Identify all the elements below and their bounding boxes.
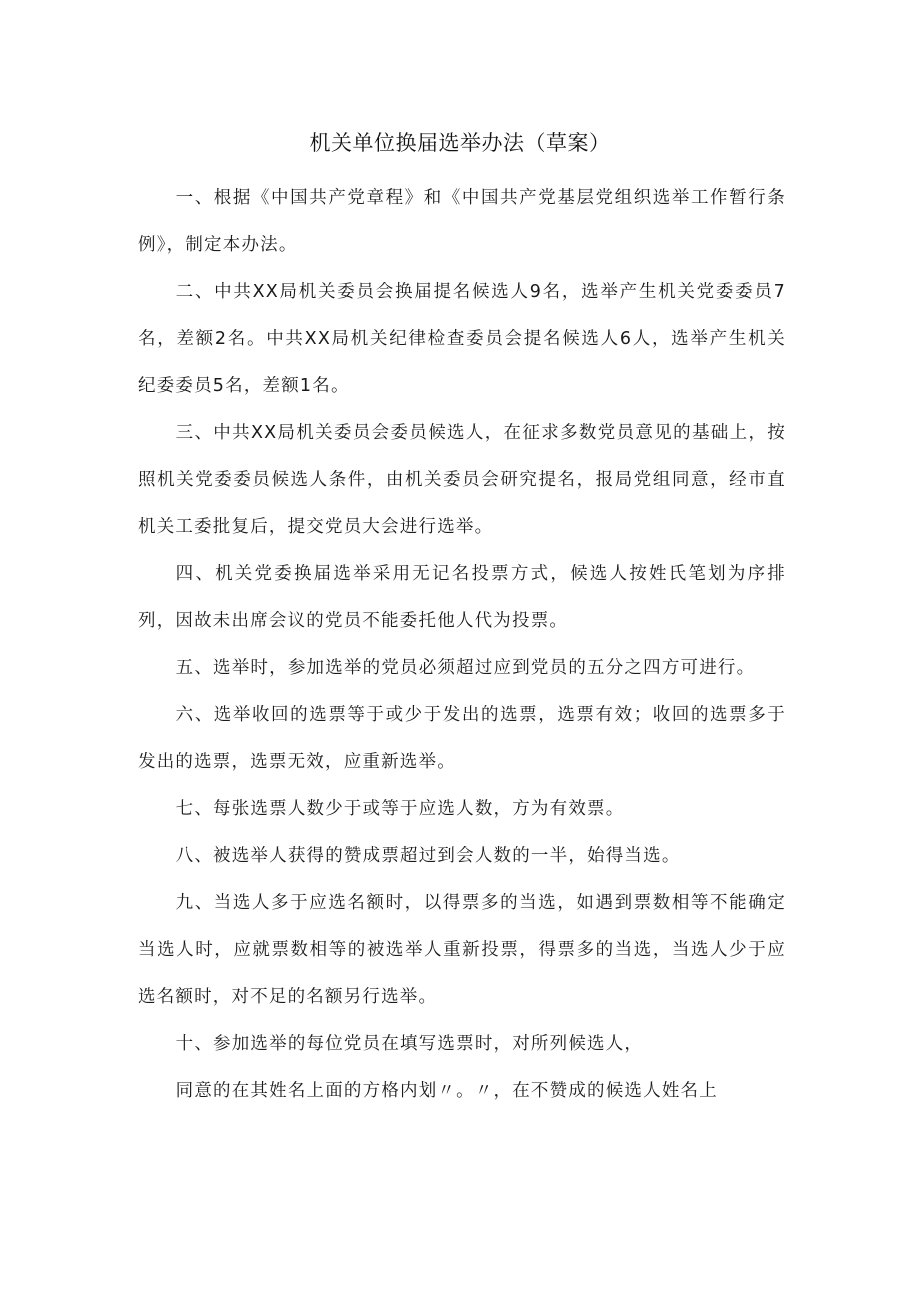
paragraph-4: 四、机关党委换届选举采用无记名投票方式，候选人按姓氏笔划为序排列，因故未出席会议的党员不能委托他人代为投票。: [138, 564, 786, 631]
paragraph-8: 八、被选举人获得的赞成票超过到会人数的一半，始得当选。: [175, 846, 681, 866]
paragraph-11: 同意的在其姓名上面的方格内划〃。〃，在不赞成的候选人姓名上: [175, 1081, 718, 1101]
paragraph-7: 七、每张选票人数少于或等于应选人数，方为有效票。: [175, 799, 625, 819]
paragraph-2: 二、中共XX局机关委员会换届提名候选人9名，选举产生机关党委委员7名，差额2名。中共XX局机关纪律检查委员会提名候选人6人，选举产生机关纪委委员5名，差额1名。: [138, 282, 786, 396]
paragraph-9: 九、当选人多于应选名额时，以得票多的当选，如遇到票数相等不能确定当选人时，应就票数相等的被选举人重新投票，得票多的当选，当选人少于应选名额时，对不足的名额另行选举。: [138, 893, 786, 1007]
document-body: [138, 175, 786, 1115]
paragraph-10: 十、参加选举的每位党员在填写选票时，对所列候选人，: [175, 1034, 644, 1054]
paragraph-3: 三、中共XX局机关委员会委员候选人，在征求多数党员意见的基础上，按照机关党委委员候选人条件，由机关委员会研究提名，报局党组同意，经市直机关工委批复后，提交党员大会进行选举。: [138, 423, 786, 537]
paragraph-1: 一、根据《中国共产党章程》和《中国共产党基层党组织选举工作暂行条例》，制定本办法。: [138, 188, 786, 255]
document-title: 机关单位换届选举办法（草案）: [309, 131, 611, 155]
paragraph-5: 五、选举时，参加选举的党员必须超过应到党员的五分之四方可进行。: [175, 658, 756, 678]
paragraph-6: 六、选举收回的选票等于或少于发出的选票，选票有效；收回的选票多于发出的选票，选票无效，应重新选举。: [138, 705, 786, 772]
